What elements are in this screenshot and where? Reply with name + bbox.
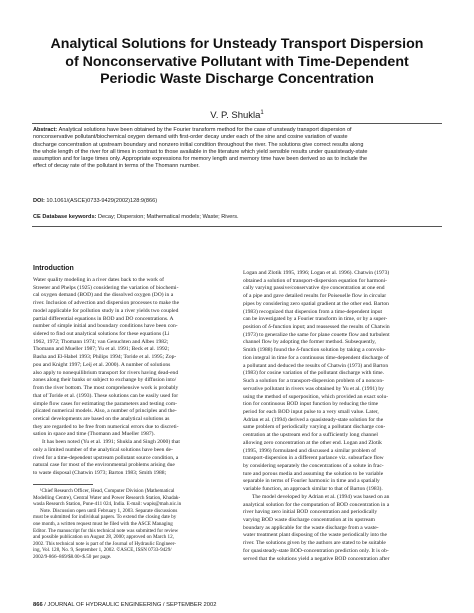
abstract-line [33, 156, 443, 163]
body-text-line: by considering separately the concentrations of a solute in frac- [243, 462, 384, 469]
abstract-block [33, 127, 443, 171]
body-text-line: natural case for most of the environmental problems arising due [33, 462, 175, 469]
abstract-line [33, 149, 443, 156]
keywords-line [33, 214, 239, 220]
author-line [0, 110, 474, 121]
doi-line [33, 198, 157, 204]
page-footer [33, 602, 216, 608]
body-text-line: sation in space and time (Thomann and Mueller 1987). [33, 431, 155, 438]
doi-label: DOI: [33, 198, 45, 204]
body-text-line: (1973) to generalize the same for plane couette flow and turbulent [243, 331, 390, 338]
footnote-line: ¹Chief Research Officer, Head, Computer Division (Mathematical [40, 488, 175, 494]
body-text-line: period for each BOD input pulse to a very small value. Later, [243, 408, 379, 415]
body-text-line: boundary as applicable for the waste discharge from a waste- [243, 524, 379, 531]
body-text-line: sidered to find out analytical solutions for these equations (Li [33, 331, 170, 338]
abstract-text: discharge concentration at upstream boundary and nonzero initial condition throughout the river. The solutions give correct results along [33, 141, 364, 148]
body-text-line: only a limited number of the analytical solutions have been de- [33, 446, 173, 453]
abstract-text: the whole length of the river for all times in contrast to those available in the literature which yield sensible results under quasisteady-state [33, 148, 368, 155]
body-text-line: separable in terms of Fourier harmonic in time and a spatially [243, 478, 380, 485]
body-text-line: Adrian et al. (1994) derived a quasisteady-state solution for the [243, 416, 384, 423]
footnote-block [33, 488, 233, 561]
paper-title [20, 36, 454, 89]
body-text-line: for quasisteady-state BOD-concentration prediction only. It is ob- [243, 547, 389, 554]
body-text-line: water treatment plant disposing of the waste periodically into the [243, 532, 388, 539]
body-text-line: Such a solution for a transport-dispersion problem of a noncon- [243, 378, 384, 385]
footnote-line: must be submitted for individual papers. To extend the closing date by [33, 514, 177, 521]
body-text-line: The model developed by Adrian et al. (1994) was based on an [252, 493, 390, 500]
body-text-line: ture and porous media and assuming the solution to be variable [243, 470, 384, 477]
body-text-line: using the method of superposition, which provided an exact solu- [243, 393, 389, 400]
body-text-line: number of simple initial and boundary conditions have been con- [33, 323, 178, 330]
abstract-line [33, 142, 443, 149]
body-text-line: of a pipe and gave detailed results for Poiseuelle flow in circular [243, 293, 387, 300]
body-text-line: from the river bottom. The most comprehensive work is probably [33, 385, 179, 392]
body-text-line: (1995, 1996) formulated and discussed a similar problem of [243, 447, 376, 454]
title-line: Periodic Waste Discharge Concentration [100, 71, 374, 87]
abstract-line [33, 127, 443, 134]
body-text-line: also apply to nonequilibrium transport for rivers having dead-end [33, 369, 179, 376]
body-text-line: to waste disposal (Chatwin 1973; Barton 1983; Smith 1988; [33, 469, 167, 476]
abstract-line [33, 134, 443, 141]
bottom-rule [32, 226, 442, 227]
keywords-label: CE Database keywords: [33, 214, 97, 220]
doi-value: 10.1061/(ASCE)0733-9429(2002)128:9(866) [46, 198, 158, 204]
body-text-line: Basha and El-Habel 1993; Philips 1994; Toride et al. 1995; Zop- [33, 354, 177, 361]
body-text-line: they are regarded to be free from numerical errors due to discreti- [33, 423, 179, 430]
body-text-line: Streeter and Phelps (1925) considering the variation of biochemi- [33, 284, 179, 291]
body-text-line: served that the solutions yield a negative BOD concentration after [243, 555, 390, 562]
footnote-line: Note. Discussion open until February 1, 2003. Separate discussions [40, 507, 178, 514]
footnote-line: wasla Research Station, Pune-411 024, India. E-mail: wapis@mah.nic.in [33, 501, 182, 508]
left-column [33, 277, 233, 478]
body-text-line: It has been noted (Yu et al. 1991; Shukla and Singh 2000) that [42, 439, 180, 446]
footnote-line: one month, a written request must be filed with the ASCE Managing [33, 520, 173, 527]
body-text-line: variable function, an approach similar to that of Barton (1983). [243, 486, 383, 493]
body-text-line: varying BOD waste discharge concentration at its upstream [243, 517, 375, 523]
body-text-line: plicated numerical models. Also, a number of principles and the- [33, 408, 177, 415]
abstract-text: effect of decay rate of the pollutant in terms of the Thomann number. [33, 163, 200, 170]
body-text-line: Water quality modeling in a river dates back to the work of [33, 277, 164, 283]
body-text-line: centration at the upstream end for a sufficiently long channel [243, 432, 378, 439]
body-text-line: servative pollutant in rivers was obtained by Yu et al. (1991) by [243, 385, 384, 392]
title-line: Analytical Solutions for Unsteady Transport Dispersion [50, 36, 424, 52]
body-text-line: model applicable for pollution study in a river yields two coupled [33, 307, 179, 314]
body-text-line: river having zero initial BOD concentration and periodically [243, 509, 378, 516]
page-number: 866 [33, 602, 43, 608]
body-text-line: rived for a time-dependent upstream pollutant source condition, a [33, 454, 179, 461]
body-text-line: oretical developments are based on the analytical solutions as [33, 415, 170, 422]
body-text-line: Logan and Zlotik 1995, 1996; Logan et al. 1996). Chatwin (1973) [243, 270, 390, 276]
body-text-line: (1983) recognized that dispersion from a time-dependent input [243, 308, 383, 315]
body-text-line: river. Inclusion of advection and dispersion processes to make the [33, 300, 180, 307]
footnote-rule [33, 484, 93, 485]
body-text-line: Thomann and Mueller 1987; Yu et al. 1991; Beck et al. 1992; [33, 346, 170, 353]
abstract-text: Analytical solutions have been obtained by the Fourier transform method for the case of unsteady transport dispersion of [58, 127, 352, 133]
section-heading-introduction: Introduction [33, 265, 74, 272]
author-name: V. P. Shukla [210, 110, 261, 122]
body-text-line: transport-dispersion in a different parlance viz. subsurface flow [243, 455, 384, 462]
body-text-line: that of Toride et al. (1993). These solutions can be easily used for [33, 392, 179, 399]
journal-footer: / JOURNAL OF HYDRAULIC ENGINEERING / SEPTEMBER 2002 [44, 602, 217, 608]
abstract-label: Abstract: [33, 127, 59, 133]
body-text-line: analytical solution for the computation of BOD concentration in a [243, 501, 390, 508]
body-text-line: obtained a solution of transport-dispersion equation for harmoni- [243, 277, 388, 284]
footnote-line: ing, Vol. 128, No. 9, September 1, 2002. ©ASCE, ISSN 0733-9429/ [33, 547, 172, 554]
body-text-line: tion for continuous BOD input function by reducing the time [243, 401, 379, 408]
body-text-line: zones along their banks or subject to exchange by diffusion into/ [33, 377, 177, 384]
footnote-line: 2002/9-866–869/$8.00+$.50 per page. [33, 553, 112, 560]
body-text-line: pou and Knight 1997; Leij et al. 2000). A number of solutions [33, 361, 171, 368]
top-rule [32, 123, 442, 124]
body-text-line: cal oxygen demand (BOD) and the dissolved oxygen (DO) in a [33, 292, 174, 299]
body-text-line: allowing zero concentration at the other end. Logan and Zlotik [243, 439, 382, 446]
body-text-line: channel flow by adopting the former method. Subsequently, [243, 339, 376, 346]
body-text-line: can be investigated by a Fourier transform in time, or by a super- [243, 316, 388, 323]
footnote-line: Editor. The manuscript for this technical note was submitted for review [33, 527, 179, 534]
title-line: of Nonconservative Pollutant with Time-Dependent [65, 53, 409, 70]
body-text-line: cally varying passive/conservative dye concentration at one end [243, 285, 385, 292]
body-text-line: simple flow cases for estimating the parameters and testing com- [33, 400, 178, 407]
body-text-line: Smith (1988) found the δ-function solution by taking a convolu- [243, 347, 386, 354]
abstract-text: nonconservative pollutant/biochemical oxygen demand with first-order decay under each of the sine and cosine variation of waste [33, 134, 348, 141]
body-text-line: a pollutant and deduced the results of Chatwin (1973) and Barton [243, 362, 389, 369]
abstract-line [33, 163, 443, 170]
author-footnote-mark: 1 [260, 110, 264, 116]
body-text-line: 1962, 1972; Thomann 1974; van Genuchten and Albes 1982; [33, 338, 169, 345]
right-column [243, 270, 443, 563]
body-text-line: tion integral in time for a continuous time-dependent discharge of [243, 354, 389, 361]
body-text-line: (1983) for cosine variation of the pollutant discharge with time. [243, 370, 384, 377]
body-text-line: pipes by considering zero spatial gradient at the other end. Barton [243, 300, 389, 307]
body-text-line: river. The solutions given by the authors are stated to be suitable [243, 540, 386, 547]
footnote-line: 2002. This technical note is part of the Journal of Hydraulic Engineer- [33, 540, 176, 547]
body-text-line: same problem of periodically varying a pollutant discharge con- [243, 424, 386, 431]
footnote-line: and possible publication on August 28, 2000; approved on March 12, [33, 534, 174, 541]
body-text-line: position of δ-function input; and reassessed the results of Chatwin [243, 324, 390, 331]
body-text-line: partial differential equations in BOD and DO concentrations. A [33, 315, 174, 322]
footnote-line: Modelling Centre), Central Water and Power Research Station, Khadak- [33, 494, 181, 501]
abstract-text: assumption and for large times only. Appropriate expressions for memory length and memory time have been derived so as to include the [33, 156, 368, 162]
keywords-value: Decay; Dispersion; Mathematical models; Waste; Rivers. [97, 214, 239, 220]
